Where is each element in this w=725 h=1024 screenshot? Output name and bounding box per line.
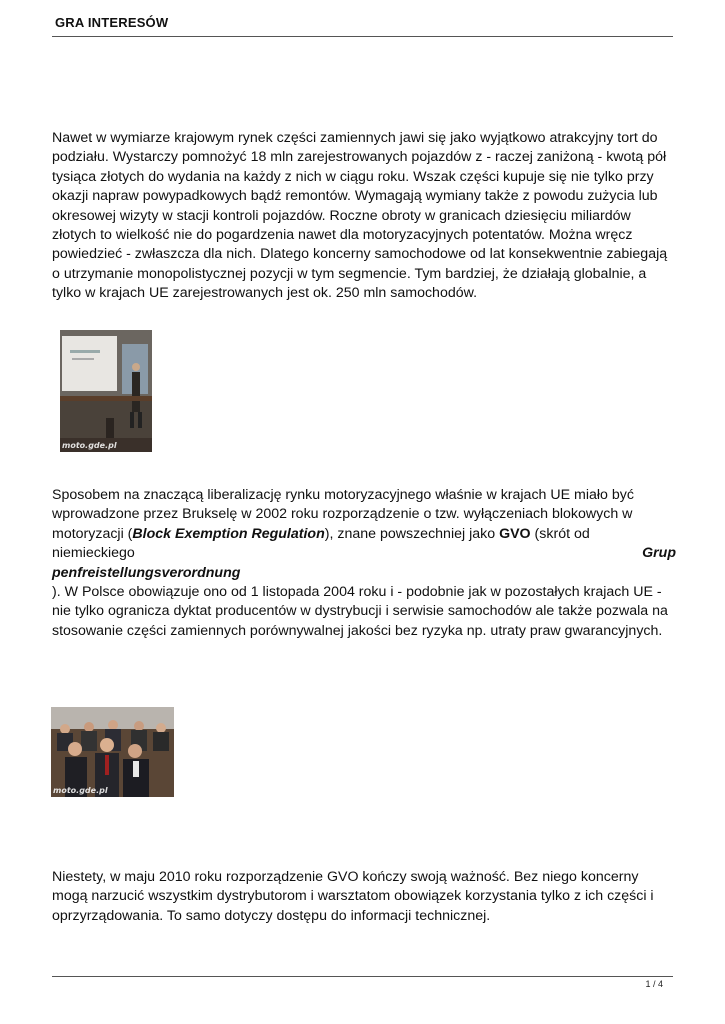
paragraph-text: niemieckiego — [52, 545, 135, 562]
paragraph-gvo-expiry: Niestety, w maju 2010 roku rozporządzenie GVO kończy swoją ważność. Bez niego koncerny mogą narzucić wszystkim dystrybutorom i warsztatom obowiązek korzystania tylko z ich części i oprzyrządowania. To samo dotyczy dostępu do informacji technicznej. — [52, 869, 654, 924]
conference-audience-photo — [51, 707, 174, 797]
audience-illustration — [51, 707, 174, 797]
term-gvo: GVO — [499, 525, 531, 542]
paragraph-text: (skrót od — [530, 525, 590, 542]
conference-speaker-photo — [60, 330, 152, 452]
paragraph-market-size: Nawet w wymiarze krajowym rynek części zamiennych jawi się jako wyjątkowo atrakcyjny tort do podziału. Wystarczy pomnożyć 18 mln zarejestrowanych pojazdów z - raczej zaniżoną - kwotą pół tysiąca złotych do wydania na każdy z nich w ciągu roku. Wszak części kupuje się nie tylko przy okazji napraw powypadkowych bądź remontów. Wymagają wymiany także z powodu zużycia lub okresowej wizyty w stacji kontroli pojazdów. Roczne obroty w granicach dziesięciu miliardów złotych to wielkość nie do pogardzenia nawet dla motoryzacyjnych potentatów. Można wręcz powiedzieć - zwłaszcza dla nich. Dlatego koncerny samochodowe od lat konsekwentnie zabiegają o utrzymanie monopolistycznej pozycji w tym segmencie. Tym bardziej, że działają globalnie, a tylko w krajach UE zarejestrowanych jest ok. 250 mln samochodów. — [52, 130, 668, 302]
conference-speaker-illustration — [60, 330, 152, 452]
paragraph-gvo-regulation — [52, 486, 676, 641]
term-grup: Grup — [642, 545, 676, 562]
justified-line — [52, 544, 676, 563]
term-line — [52, 564, 676, 583]
photo-watermark: moto.gde.pl — [62, 441, 117, 450]
header-divider — [52, 36, 673, 37]
page-number: 1 / 4 — [645, 979, 663, 989]
footer-divider — [52, 976, 673, 977]
term-penfreistellungsverordnung: penfreistellungsverordnung — [52, 564, 241, 581]
paragraph-text: Sposobem na znaczącą liberalizację rynku motoryzacyjnego właśnie w krajach UE miało być wprowadzone przez Brukselę w 2002 roku rozporządzenie o tzw. wyłączeniach blokowych w motoryzacji ( — [52, 487, 634, 542]
term-block-exemption: Block Exemption Regulation — [132, 525, 325, 542]
photo-watermark: moto.gde.pl — [53, 786, 108, 795]
paragraph-text: ). W Polsce obowiązuje ono od 1 listopada 2004 roku i - podobnie jak w pozostałych krajach UE - nie tylko ogranicza dyktat producentów w dystrybucji i serwisie samochodów ale także pozwala na stosowanie części zamiennych porównywalnej jakości bez ryzyka np. utraty praw gwarancyjnych. — [52, 584, 668, 639]
document-header-title: GRA INTERESÓW — [55, 15, 169, 30]
paragraph-text: ), znane powszechniej jako — [324, 525, 500, 542]
